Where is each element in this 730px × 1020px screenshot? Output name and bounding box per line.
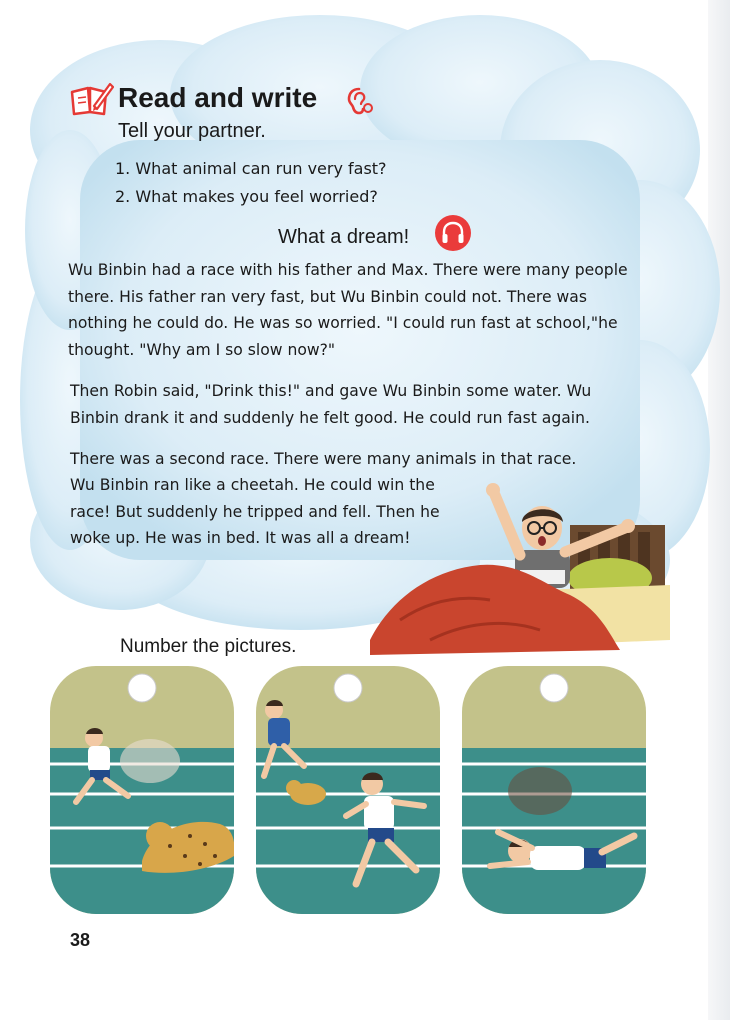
story-paragraph-1: Wu Binbin had a race with his father and Max. There were many people there. His father ran very fast, but Wu Binbin could not. There was nothing he could do. He was so worried. "I could run fast at school,"he thought. "Why am I so slow now?" [68,261,628,359]
section-subtitle: Tell your partner. [118,120,266,142]
picture-card-boy-and-cheetah[interactable] [50,666,234,914]
pencil-book-icon [68,80,114,118]
headphones-icon[interactable] [434,214,472,252]
boy-waking-up-illustration [370,470,670,655]
story-paragraph-3-line-1: There was a second race. There were many animals in that race. [70,450,577,468]
discussion-questions [115,155,387,211]
picture-card-boy-tripping[interactable] [462,666,646,914]
question-2: 2. What makes you feel worried? [115,187,378,206]
picture-card-father-dog-boy[interactable] [256,666,440,914]
activity-instruction: Number the pictures. [120,636,297,657]
story-title: What a dream! [278,226,410,248]
story-paragraph-2: Then Robin said, "Drink this!" and gave Wu Binbin some water. Wu Binbin drank it and suddenly he felt good. He could run fast again. [70,382,592,427]
section-title: Read and write [118,82,318,113]
page-number: 38 [70,930,91,950]
story-paragraph-3-rest: Wu Binbin ran like a cheetah. He could win the race! But suddenly he tripped and fell. Then he woke up. He was in bed. It was all a dream! [70,476,440,547]
question-1: 1. What animal can run very fast? [115,159,387,178]
listen-ear-icon [344,86,374,116]
